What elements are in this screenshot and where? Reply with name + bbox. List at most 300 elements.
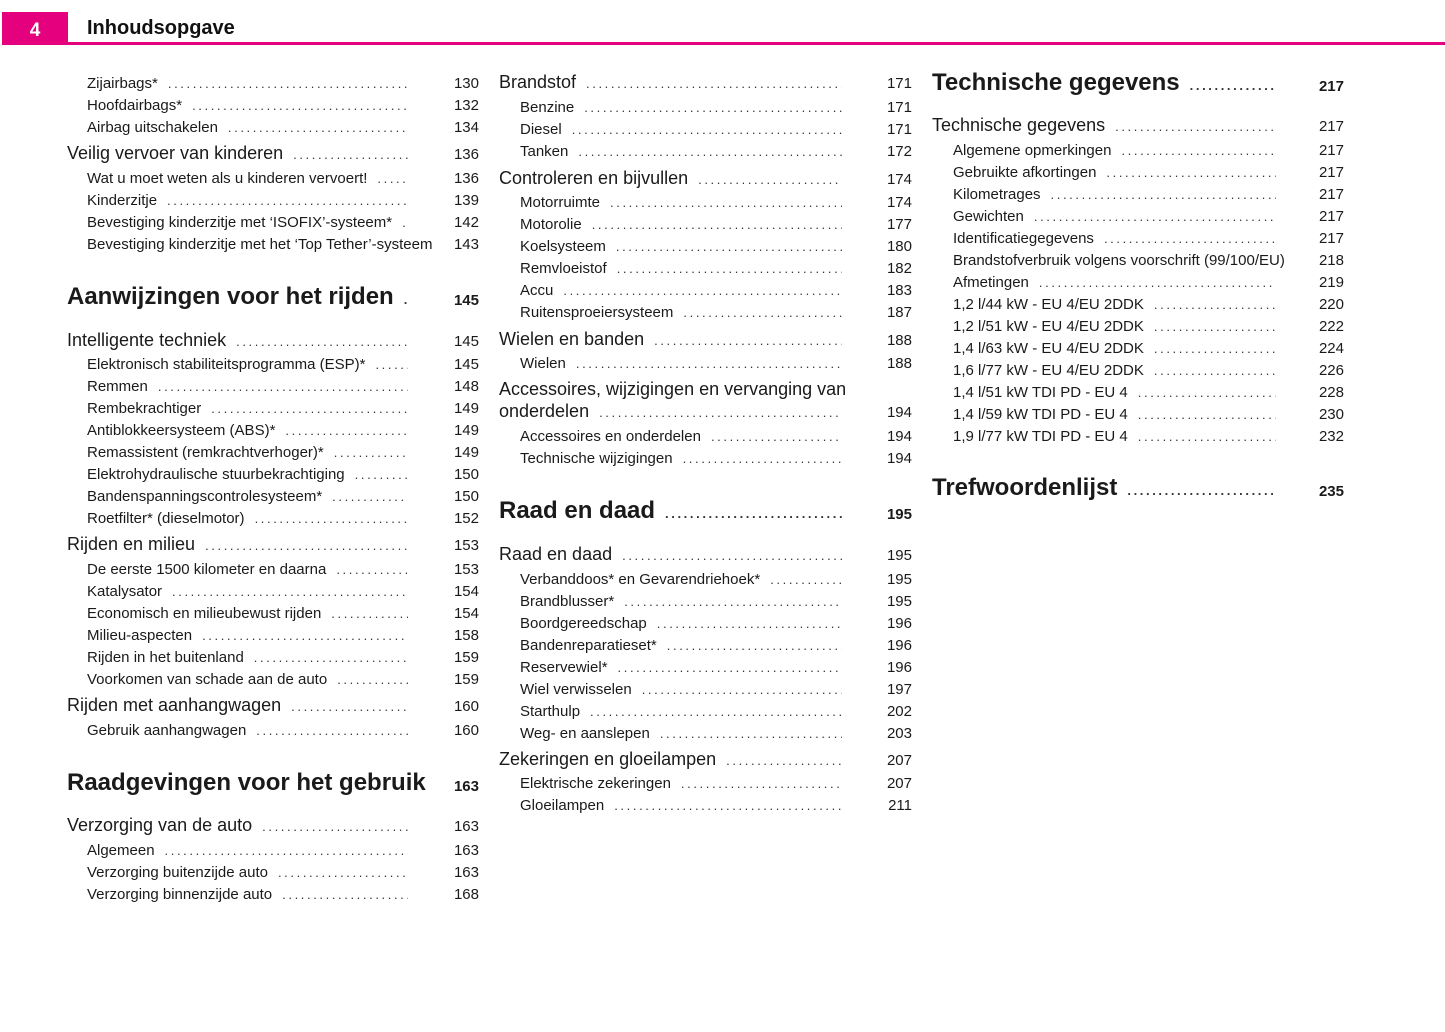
toc-page-number: 196 — [886, 637, 912, 654]
toc-entry[interactable] — [520, 615, 912, 632]
toc-section[interactable] — [67, 330, 479, 351]
toc-page-number: 150 — [453, 488, 479, 505]
toc-entry[interactable] — [87, 583, 479, 600]
toc-page-number: 207 — [886, 752, 912, 769]
toc-entry-label: Brandblusser* — [520, 593, 615, 610]
toc-entry-label: Diesel — [520, 121, 562, 138]
dot-leader — [654, 333, 842, 348]
toc-entry-label: Motorolie — [520, 216, 582, 233]
toc-entry-label: Verbanddoos* en Gevarendriehoek* — [520, 571, 761, 588]
toc-entry-label: Bevestiging kinderzitje met ‘ISOFIX’-systeem* — [87, 214, 393, 231]
dot-leader — [578, 144, 842, 159]
toc-page-number: 196 — [886, 615, 912, 632]
dot-leader — [168, 76, 408, 91]
dot-leader — [404, 292, 408, 307]
toc-page-number: 217 — [1318, 208, 1344, 225]
toc-page-number: 195 — [886, 547, 912, 564]
toc-page-number: 232 — [1318, 428, 1344, 445]
dot-leader — [202, 628, 408, 643]
toc-entry-label: Elektronisch stabiliteitsprogramma (ESP)* — [87, 356, 366, 373]
toc-entry-label: Kilometrages — [953, 186, 1041, 203]
dot-leader — [1115, 119, 1276, 134]
toc-entry-label: Zekeringen en gloeilampen — [499, 749, 717, 769]
dot-leader — [683, 305, 842, 320]
dot-leader — [1190, 78, 1276, 93]
toc-chapter[interactable] — [499, 497, 912, 525]
toc-entry[interactable] — [520, 659, 912, 676]
toc-entry-label: Roetfilter* (dieselmotor) — [87, 510, 245, 527]
toc-entry-label: Gewichten — [953, 208, 1024, 225]
toc-entry-label: Elektrische zekeringen — [520, 775, 671, 792]
toc-entry[interactable] — [87, 649, 479, 666]
dot-leader — [337, 672, 408, 687]
toc-entry[interactable] — [520, 99, 912, 116]
toc-entry[interactable] — [87, 466, 479, 483]
toc-entry[interactable] — [953, 296, 1344, 313]
toc-entry-label: Brandstofverbruik volgens voorschrift (99/100/EU) — [953, 252, 1285, 269]
toc-entry-label: Kinderzitje — [87, 192, 158, 209]
dot-leader — [211, 401, 408, 416]
toc-entry-label: Motorruimte — [520, 194, 601, 211]
toc-entry[interactable] — [520, 428, 912, 445]
toc-entry-label: 1,4 l/63 kW - EU 4/EU 2DDK — [953, 340, 1144, 357]
toc-entry[interactable] — [953, 318, 1344, 335]
toc-entry[interactable] — [953, 230, 1344, 247]
toc-entry-label: Rijden en milieu — [67, 534, 196, 554]
toc-page-number: 172 — [886, 143, 912, 160]
header-divider — [2, 42, 1445, 45]
toc-entry-label: 1,4 l/59 kW TDI PD - EU 4 — [953, 406, 1128, 423]
toc-entry[interactable] — [520, 238, 912, 255]
toc-entry-label: Koelsysteem — [520, 238, 606, 255]
toc-entry[interactable] — [953, 406, 1344, 423]
toc-entry-label: Accessoires en onderdelen — [520, 428, 701, 445]
toc-entry[interactable] — [520, 450, 912, 467]
toc-entry[interactable] — [520, 775, 912, 792]
toc-page-number: 149 — [453, 422, 479, 439]
toc-entry[interactable] — [953, 384, 1344, 401]
dot-leader — [331, 606, 408, 621]
dot-leader — [167, 193, 408, 208]
toc-entry-label: 1,6 l/77 kW - EU 4/EU 2DDK — [953, 362, 1144, 379]
toc-entry-label: 1,9 l/77 kW TDI PD - EU 4 — [953, 428, 1128, 445]
toc-entry[interactable] — [87, 842, 479, 859]
toc-entry-label: Remmen — [87, 378, 148, 395]
toc-entry[interactable] — [953, 274, 1344, 291]
dot-leader — [572, 122, 842, 137]
toc-entry-label: Benzine — [520, 99, 575, 116]
toc-page-number: 134 — [453, 119, 479, 136]
toc-section[interactable] — [67, 815, 479, 836]
dot-leader — [334, 445, 408, 460]
toc-entry[interactable] — [953, 428, 1344, 445]
toc-entry-label: Gebruikte afkortingen — [953, 164, 1097, 181]
toc-entry-label: Wielen en banden — [499, 329, 645, 349]
toc-section[interactable] — [499, 749, 912, 770]
dot-leader — [375, 357, 408, 372]
toc-entry[interactable] — [520, 593, 912, 610]
toc-page-number: 182 — [886, 260, 912, 277]
toc-entry-label: Airbag uitschakelen — [87, 119, 218, 136]
toc-page-number: 171 — [886, 99, 912, 116]
dot-leader — [642, 682, 842, 697]
toc-page-number: 149 — [453, 444, 479, 461]
dot-leader — [1127, 483, 1276, 498]
toc-entry-label: Milieu-aspecten — [87, 627, 193, 644]
toc-entry-label: Remassistent (remkrachtverhoger)* — [87, 444, 324, 461]
toc-entry-label: Trefwoordenlijst — [932, 474, 1118, 501]
toc-section[interactable] — [499, 168, 912, 189]
toc-entry[interactable] — [520, 216, 912, 233]
toc-page-number: 139 — [453, 192, 479, 209]
toc-page-number: 194 — [886, 450, 912, 467]
toc-section[interactable] — [67, 695, 479, 716]
dot-leader — [1106, 165, 1276, 180]
dot-leader — [1121, 143, 1276, 158]
toc-page-number: 194 — [886, 404, 912, 421]
dot-leader — [592, 217, 842, 232]
dot-leader — [622, 548, 842, 563]
toc-entry-label: Raadgevingen voor het gebruik — [67, 769, 426, 796]
toc-page-number: 203 — [886, 725, 912, 742]
toc-entry[interactable] — [87, 510, 479, 527]
toc-page-number: 217 — [1318, 230, 1344, 247]
toc-entry-label: Tanken — [520, 143, 569, 160]
toc-page-number: 220 — [1318, 296, 1344, 313]
toc-page-number: 177 — [886, 216, 912, 233]
toc-entry-label: Gloeilampen — [520, 797, 605, 814]
toc-page-number: 145 — [453, 356, 479, 373]
toc-page-number: 163 — [453, 778, 479, 795]
toc-entry[interactable] — [87, 886, 479, 903]
toc-entry-label: Verzorging binnenzijde auto — [87, 886, 273, 903]
toc-entry[interactable] — [520, 571, 912, 588]
toc-entry-label: Verzorging buitenzijde auto — [87, 864, 268, 881]
toc-entry-label: Katalysator — [87, 583, 163, 600]
toc-section[interactable] — [67, 534, 479, 555]
toc-page-number: 159 — [453, 649, 479, 666]
dot-leader — [617, 261, 842, 276]
toc-chapter[interactable] — [67, 283, 479, 311]
toc-entry[interactable] — [953, 142, 1344, 159]
toc-entry[interactable] — [87, 722, 479, 739]
toc-entry-label: Zijairbags* — [87, 75, 158, 92]
toc-entry[interactable] — [87, 400, 479, 417]
dot-leader — [657, 616, 842, 631]
toc-page-number: 217 — [1318, 142, 1344, 159]
dot-leader — [158, 379, 408, 394]
dot-leader — [576, 356, 842, 371]
toc-entry-label: 1,4 l/51 kW TDI PD - EU 4 — [953, 384, 1128, 401]
toc-entry-label: Starthulp — [520, 703, 581, 720]
dot-leader — [1138, 429, 1276, 444]
toc-entry[interactable] — [520, 355, 912, 372]
dot-leader — [726, 753, 842, 768]
dot-leader — [681, 776, 842, 791]
toc-entry[interactable] — [87, 605, 479, 622]
dot-leader — [1138, 407, 1276, 422]
toc-entry[interactable] — [520, 194, 912, 211]
toc-entry[interactable] — [953, 252, 1344, 269]
dot-leader — [1154, 319, 1276, 334]
toc-entry[interactable] — [953, 362, 1344, 379]
toc-section[interactable] — [499, 72, 912, 93]
dot-leader — [256, 723, 408, 738]
toc-page-number: 183 — [886, 282, 912, 299]
toc-entry-label: Hoofdairbags* — [87, 97, 183, 114]
toc-entry-label: 1,2 l/44 kW - EU 4/EU 2DDK — [953, 296, 1144, 313]
toc-page-number: 224 — [1318, 340, 1344, 357]
page-title: Inhoudsopgave — [87, 17, 235, 39]
toc-entry-label: 1,2 l/51 kW - EU 4/EU 2DDK — [953, 318, 1144, 335]
toc-section[interactable] — [499, 379, 847, 400]
toc-entry-label: Verzorging van de auto — [67, 815, 253, 835]
toc-page-number: 217 — [1318, 118, 1344, 135]
toc-entry[interactable] — [520, 681, 912, 698]
toc-page-number: 222 — [1318, 318, 1344, 335]
toc-entry[interactable] — [87, 561, 479, 578]
toc-page-number: 202 — [886, 703, 912, 720]
toc-entry-label: Bandenspanningscontrolesysteem* — [87, 488, 323, 505]
dot-leader — [616, 239, 842, 254]
toc-entry[interactable] — [520, 121, 912, 138]
dot-leader — [165, 843, 408, 858]
dot-leader — [192, 98, 408, 113]
dot-leader — [624, 594, 842, 609]
dot-leader — [332, 489, 408, 504]
toc-page-number: 194 — [886, 428, 912, 445]
dot-leader — [599, 405, 842, 420]
toc-page-number: 163 — [453, 864, 479, 881]
toc-entry-label: Intelligente techniek — [67, 330, 227, 350]
toc-page-number: 197 — [886, 681, 912, 698]
toc-page-number: 149 — [453, 400, 479, 417]
toc-entry[interactable] — [87, 214, 479, 231]
dot-leader — [262, 819, 408, 834]
toc-entry-label: Elektrohydraulische stuurbekrachtiging — [87, 466, 345, 483]
dot-leader — [610, 195, 842, 210]
toc-entry-label: Weg- en aanslepen — [520, 725, 650, 742]
dot-leader — [402, 215, 408, 230]
toc-page-number: 158 — [453, 627, 479, 644]
dot-leader — [1051, 187, 1276, 202]
toc-page-number: 153 — [453, 561, 479, 578]
toc-page-number: 195 — [886, 593, 912, 610]
toc-chapter[interactable] — [932, 69, 1344, 97]
dot-leader — [336, 562, 408, 577]
toc-entry[interactable] — [87, 97, 479, 114]
toc-entry-label: Wiel verwisselen — [520, 681, 632, 698]
toc-page-number: 174 — [886, 171, 912, 188]
toc-entry-label: Accu — [520, 282, 554, 299]
toc-page-number: 174 — [886, 194, 912, 211]
toc-entry-label: Raad en daad — [499, 544, 613, 564]
toc-page-number: 171 — [886, 75, 912, 92]
toc-entry-label: Bandenreparatieset* — [520, 637, 657, 654]
dot-leader — [586, 76, 842, 91]
toc-chapter[interactable] — [932, 474, 1344, 502]
toc-page-number: 160 — [453, 698, 479, 715]
dot-leader — [377, 171, 408, 186]
toc-page-number: 132 — [453, 97, 479, 114]
dot-leader — [255, 511, 408, 526]
toc-entry-label: Controleren en bijvullen — [499, 168, 689, 188]
toc-entry-label: Wielen — [520, 355, 566, 372]
toc-chapter[interactable] — [67, 769, 479, 797]
toc-page-number: 150 — [453, 466, 479, 483]
dot-leader — [590, 704, 842, 719]
toc-entry[interactable] — [953, 186, 1344, 203]
dot-leader — [1138, 385, 1276, 400]
dot-leader — [584, 100, 842, 115]
dot-leader — [660, 726, 842, 741]
toc-entry[interactable] — [87, 378, 479, 395]
toc-entry-label: Antiblokkeersysteem (ABS)* — [87, 422, 276, 439]
toc-entry-label: Brandstof — [499, 72, 577, 92]
toc-page-number: 171 — [886, 121, 912, 138]
toc-entry[interactable] — [953, 340, 1344, 357]
dot-leader — [711, 429, 842, 444]
toc-entry[interactable] — [520, 143, 912, 160]
toc-entry[interactable] — [87, 236, 479, 253]
toc-page-number: 154 — [453, 583, 479, 600]
toc-page-number: 148 — [453, 378, 479, 395]
toc-page-number: 195 — [886, 571, 912, 588]
dot-leader — [667, 638, 842, 653]
toc-entry[interactable] — [87, 444, 479, 461]
dot-leader — [563, 283, 842, 298]
dot-leader — [355, 467, 408, 482]
toc-page-number: 163 — [453, 818, 479, 835]
dot-leader — [205, 538, 408, 553]
toc-entry[interactable] — [87, 488, 479, 505]
toc-entry[interactable] — [87, 671, 479, 688]
toc-page-number: 217 — [1318, 78, 1344, 95]
toc-entry-label: Rijden in het buitenland — [87, 649, 244, 666]
toc-entry[interactable] — [87, 422, 479, 439]
toc-page-number: 153 — [453, 537, 479, 554]
toc-entry[interactable] — [87, 192, 479, 209]
toc-page-number: 211 — [888, 797, 912, 814]
toc-page-number: 130 — [453, 75, 479, 92]
toc-entry-label: Technische wijzigingen — [520, 450, 673, 467]
toc-entry-label: Accessoires, wijzigingen en vervanging van — [499, 379, 847, 399]
toc-page-number: 187 — [886, 304, 912, 321]
toc-entry-label: Rembekrachtiger — [87, 400, 202, 417]
toc-page-number: 218 — [1318, 252, 1344, 269]
dot-leader — [683, 451, 842, 466]
toc-section[interactable] — [499, 329, 912, 350]
toc-entry[interactable] — [87, 627, 479, 644]
toc-entry-label: Algemeen — [87, 842, 155, 859]
dot-leader — [254, 650, 408, 665]
toc-entry-label: Technische gegevens — [932, 115, 1106, 135]
toc-section[interactable] — [932, 115, 1344, 136]
toc-entry-label: Reservewiel* — [520, 659, 608, 676]
toc-page-number: 145 — [453, 333, 479, 350]
dot-leader — [1039, 275, 1276, 290]
toc-section[interactable] — [499, 544, 912, 565]
dot-leader — [278, 865, 408, 880]
toc-page-number: 142 — [453, 214, 479, 231]
toc-page-number: 136 — [453, 170, 479, 187]
dot-leader — [1034, 209, 1276, 224]
toc-page-number: 163 — [453, 842, 479, 859]
toc-page-number: 154 — [453, 605, 479, 622]
toc-entry[interactable] — [520, 703, 912, 720]
dot-leader — [282, 887, 408, 902]
dot-leader — [172, 584, 408, 599]
page-number: 4 — [2, 12, 68, 44]
toc-page-number: 145 — [453, 292, 479, 309]
toc-entry-label: Rijden met aanhangwagen — [67, 695, 282, 715]
dot-leader — [293, 147, 408, 162]
toc-entry[interactable] — [520, 637, 912, 654]
toc-entry-label: De eerste 1500 kilometer en daarna — [87, 561, 327, 578]
toc-page-number: 226 — [1318, 362, 1344, 379]
toc-page-number: 188 — [886, 332, 912, 349]
toc-entry-label: Technische gegevens — [932, 69, 1180, 96]
toc-page-number: 188 — [886, 355, 912, 372]
toc-page-number: 160 — [453, 722, 479, 739]
toc-entry-label: Aanwijzingen voor het rijden — [67, 283, 394, 310]
toc-page-number: 152 — [453, 510, 479, 527]
toc-entry-label: Economisch en milieubewust rijden — [87, 605, 322, 622]
toc-entry-label: Algemene opmerkingen — [953, 142, 1112, 159]
toc-entry[interactable] — [520, 725, 912, 742]
toc-entry[interactable] — [520, 304, 912, 321]
dot-leader — [1154, 341, 1276, 356]
toc-entry-label: Voorkomen van schade aan de auto — [87, 671, 328, 688]
toc-page-number: 136 — [453, 146, 479, 163]
toc-entry[interactable] — [953, 164, 1344, 181]
toc-entry[interactable] — [520, 797, 912, 814]
toc-entry-label: Wat u moet weten als u kinderen vervoert! — [87, 170, 368, 187]
dot-leader — [618, 660, 842, 675]
toc-page-number: 217 — [1318, 186, 1344, 203]
toc-page-number: 207 — [886, 775, 912, 792]
toc-section[interactable] — [499, 401, 912, 422]
toc-entry[interactable] — [87, 356, 479, 373]
toc-page-number: 228 — [1318, 384, 1344, 401]
toc-entry[interactable] — [520, 260, 912, 277]
toc-entry-label: Veilig vervoer van kinderen — [67, 143, 284, 163]
toc-page-number: 230 — [1318, 406, 1344, 423]
dot-leader — [770, 572, 842, 587]
toc-entry[interactable] — [520, 282, 912, 299]
toc-section[interactable] — [67, 143, 479, 164]
dot-leader — [614, 798, 842, 813]
toc-page-number: 159 — [453, 671, 479, 688]
toc-entry[interactable] — [87, 170, 479, 187]
toc-page-number: 219 — [1318, 274, 1344, 291]
toc-page-number: 143 — [453, 236, 479, 253]
toc-entry[interactable] — [87, 75, 479, 92]
toc-entry-label: Identificatiegegevens — [953, 230, 1094, 247]
dot-leader — [665, 506, 842, 521]
dot-leader — [291, 699, 408, 714]
dot-leader — [1154, 297, 1276, 312]
toc-entry-label: Ruitensproeiersysteem — [520, 304, 674, 321]
toc-entry-label: Afmetingen — [953, 274, 1029, 291]
toc-entry[interactable] — [87, 119, 479, 136]
toc-page-number: 235 — [1318, 483, 1344, 500]
dot-leader — [1154, 363, 1276, 378]
toc-entry-label: onderdelen — [499, 401, 590, 421]
toc-page-number: 195 — [886, 506, 912, 523]
toc-entry[interactable] — [953, 208, 1344, 225]
toc-entry[interactable] — [87, 864, 479, 881]
